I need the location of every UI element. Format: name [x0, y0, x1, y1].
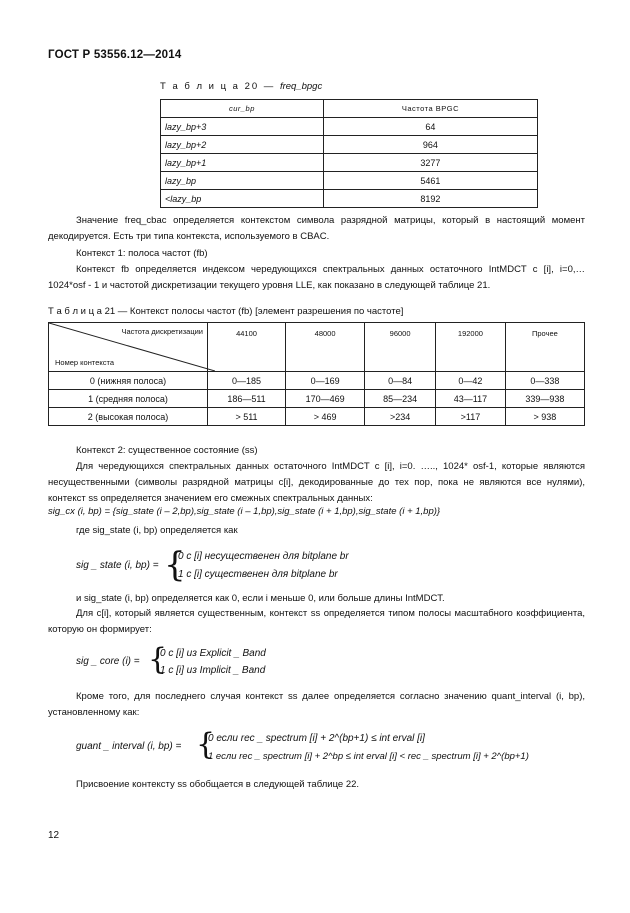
paragraph: где sig_state (i, bp) определяется как: [76, 525, 238, 536]
table21-corner: Частота дискретизации Номер контекста: [49, 323, 208, 372]
paragraph: и sig_state (i, bp) определяется как 0, если i меньше 0, или больше длины IntMDCT.: [76, 593, 445, 604]
paragraph: Контекст fb определяется индексом чередующихся спектральных данных остаточного IntMDCT с [i], i=0,… 1024*osf - 1 и частотой дискретизации текущего уровня LLE, как показано в следующей таблице 21.: [48, 264, 585, 291]
table21-freq: 44100: [208, 323, 286, 372]
table-row: lazy_bp+1 3277: [161, 154, 538, 172]
table-row: 0 (нижняя полоса) 0—185 0—169 0—84 0—42 0—338: [49, 372, 585, 390]
formula2-line1: 0 c [i] из Explicit _ Band: [160, 648, 266, 659]
table-row: 1 (средняя полоса) 186—511 170—469 85—234 43—117 339—938: [49, 390, 585, 408]
formula3-brace: {: [196, 727, 216, 762]
formula2-lhs: sig _ core (i) =: [76, 656, 140, 667]
table-row: lazy_bp+3 64: [161, 118, 538, 136]
table21-caption: Т а б л и ц а 21 — Контекст полосы частот (fb) [элемент разрешения по частоте]: [48, 306, 404, 317]
table-row: lazy_bp+2 964: [161, 136, 538, 154]
table20-caption: Т а б л и ц а 20 — freq_bpgc: [160, 81, 323, 92]
table-row: lazy_bp 5461: [161, 172, 538, 190]
formula1-line1: 0 c [i] несущественен для bitplane br: [178, 551, 349, 562]
paragraph: Кроме того, для последнего случая контекст ss далее определяется согласно значению quant_interval (i, bp), установленному как:: [48, 691, 585, 718]
table21-freq: 96000: [365, 323, 436, 372]
formula2-brace: {: [148, 642, 168, 677]
formula-sig-cx: sig_cx (i, bp) = {sig_state (i – 2,bp),sig_state (i – 1,bp),sig_state (i + 1,bp),sig_state (i + 1,bp)}: [48, 506, 441, 517]
table21-freq: 48000: [286, 323, 365, 372]
table21: [48, 322, 585, 426]
table21-freq: 192000: [436, 323, 506, 372]
paragraph: Присвоение контексту ss обобщается в следующей таблице 22.: [76, 779, 360, 790]
page-number: 12: [48, 830, 60, 841]
formula1-line2: 1 c [i] существенен для bitplane br: [178, 569, 338, 580]
paragraph: Значение freq_cbac определяется контекстом символа разрядной матрицы, который в настоящий момент декодируется. Есть три типа контекста, используемого в CBAC.: [48, 215, 585, 242]
formula3-lhs: guant _ interval (i, bp) =: [76, 741, 182, 752]
table20: [160, 99, 538, 208]
formula2-line2: 1 c [i] из Implicit _ Band: [160, 665, 266, 676]
paragraph: Для c[i], который является существенным, контекст ss определяется типом полосы масштабного коэффициента, которую он формирует:: [48, 608, 585, 635]
table20-col1: cur_bp: [161, 100, 324, 118]
table-row: <lazy_bp 8192: [161, 190, 538, 208]
table-row: 2 (высокая полоса) > 511 > 469 >234 >117 > 938: [49, 408, 585, 426]
formula1-lhs: sig _ state (i, bp) =: [76, 560, 159, 571]
formula3-line2: 1 если rec _ spectrum [i] + 2^bp ≤ int erval [i] < rec _ spectrum [i] + 2^(bp+1): [208, 751, 529, 762]
formula1-brace: {: [164, 545, 186, 585]
paragraph: Контекст 2: существенное состояние (ss): [76, 445, 258, 456]
paragraph: Контекст 1: полоса частот (fb): [76, 248, 208, 259]
table21-freq: Прочее: [505, 323, 584, 372]
table20-col2: Частота BPGC: [323, 100, 537, 118]
paragraph: Для чередующихся спектральных данных остаточного IntMDCT с [i], i=0. ….., 1024* osf-1, которые являются несущественными (символы разрядной матрицы c[i], декодированные до тех пор, пока не являются все нулями), контекст ss определяется значением его смежных спектральных данных:: [48, 461, 585, 504]
document-header: ГОСТ Р 53556.12—2014: [48, 49, 182, 61]
formula3-line1: 0 если rec _ spectrum [i] + 2^(bp+1) ≤ int erval [i]: [208, 733, 425, 744]
